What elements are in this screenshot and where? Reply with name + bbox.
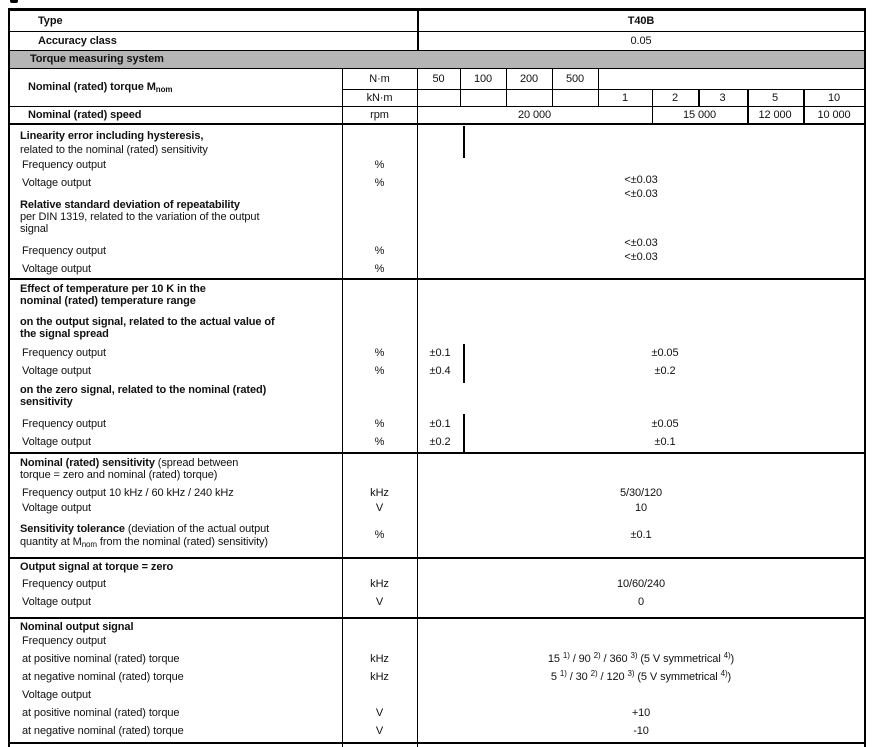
freq-output-label: Frequency output <box>22 578 107 590</box>
linearity-heading-2: related to the nominal (rated) sensitivity <box>20 144 208 156</box>
grid-line <box>8 50 866 51</box>
accuracy-label: Accuracy class <box>38 35 117 47</box>
section-title: Torque measuring system <box>30 53 164 65</box>
grid-line <box>8 278 866 280</box>
value-part: 15 <box>547 653 563 665</box>
torque-label-subscript: nom <box>155 85 173 94</box>
unit-khz: kHz <box>370 671 389 683</box>
torque-label <box>28 80 172 95</box>
torque-knm-1: 1 <box>621 92 629 104</box>
temperature-heading: Effect of temperature per 10 K in the <box>20 283 206 295</box>
footnote-ref-1: 1) <box>559 669 567 678</box>
sensitivity-heading-2: torque = zero and nominal (rated) torque) <box>20 469 218 481</box>
footnote-ref-2: 2) <box>590 669 598 678</box>
volt-output-label: Voltage output <box>22 436 91 448</box>
temp-output-signal-heading-2: the signal spread <box>20 328 109 340</box>
cut-text-fragment <box>10 0 18 3</box>
temp-zero-volt-rest-value: ±0.1 <box>654 436 676 448</box>
zero-volt-value: 0 <box>637 596 645 608</box>
zero-freq-value: 10/60/240 <box>616 578 666 590</box>
footnote-ref-3: 3) <box>627 669 635 678</box>
volt-output-label: Voltage output <box>22 365 91 377</box>
temp-output-signal-heading: on the output signal, related to the actual value of <box>20 316 275 328</box>
sensitivity-heading-reg: (spread between <box>154 457 239 469</box>
temp-zero-freq-rest-value: ±0.05 <box>651 418 679 430</box>
unit-percent: % <box>374 159 385 171</box>
temp-zero-volt-50nm-value: ±0.2 <box>429 436 451 448</box>
nominal-output-heading: Nominal output signal <box>20 621 134 633</box>
volt-output-group-label: Voltage output <box>22 689 91 701</box>
volt-output-label: Voltage output <box>22 596 91 608</box>
speed-10000: 10 000 <box>817 109 851 121</box>
unit-percent: % <box>374 245 385 257</box>
value-part: / 360 <box>600 653 631 665</box>
unit-percent: % <box>374 418 385 430</box>
freq-pos-value <box>417 652 865 667</box>
volt-output-label: Voltage output <box>22 502 91 514</box>
freq-output-label: Frequency output <box>22 347 107 359</box>
torque-knm-5: 5 <box>771 92 779 104</box>
temp-zero-signal-heading-2: sensitivity <box>20 396 73 408</box>
type-value: T40B <box>627 15 655 27</box>
repeatability-freq-value: <±0.03 <box>624 237 658 249</box>
tolerance-heading-2-post: from the nominal (rated) sensitivity) <box>96 536 268 548</box>
unit-percent: % <box>374 529 385 541</box>
freq-output-label: Frequency output <box>22 159 107 171</box>
repeatability-volt-value: <±0.03 <box>624 251 658 263</box>
torque-nm-500: 500 <box>565 73 585 85</box>
value-part: / 90 <box>569 653 594 665</box>
unit-knm: kN·m <box>366 92 393 104</box>
linearity-heading: Linearity error including hysteresis, <box>20 130 204 142</box>
torque-knm-2: 2 <box>671 92 679 104</box>
volt-output-label: Voltage output <box>22 177 91 189</box>
pos-torque-label: at positive nominal (rated) torque <box>22 653 180 665</box>
torque-label-text: Nominal (rated) torque M <box>28 81 156 93</box>
unit-volt: V <box>375 707 384 719</box>
sensitivity-volt-value: 10 <box>634 502 648 514</box>
torque-nm-50: 50 <box>432 73 445 85</box>
footnote-ref-4: 4) <box>720 669 728 678</box>
range-divider <box>463 126 465 158</box>
grid-line <box>8 617 866 619</box>
torque-nm-100: 100 <box>473 73 493 85</box>
sensitivity-freq-label: Frequency output 10 kHz / 60 kHz / 240 kHz <box>22 487 234 499</box>
footnote-ref-2: 2) <box>593 651 601 660</box>
torque-nm-200: 200 <box>519 73 539 85</box>
pos-torque-label: at positive nominal (rated) torque <box>22 707 180 719</box>
linearity-freq-value: <±0.03 <box>624 174 658 186</box>
temp-freq-50nm-value: ±0.1 <box>429 347 451 359</box>
value-part: (5 V symmetrical <box>637 653 724 665</box>
table-border-left <box>8 8 10 747</box>
freq-output-label: Frequency output <box>22 245 107 257</box>
temp-volt-50nm-value: ±0.4 <box>429 365 451 377</box>
unit-volt: V <box>375 725 384 737</box>
grid-line <box>8 68 866 69</box>
type-label: Type <box>38 15 63 27</box>
tolerance-value: ±0.1 <box>630 529 652 541</box>
grid-line <box>8 123 866 125</box>
value-part: (5 V symmetrical <box>634 671 721 683</box>
grid-line <box>8 557 866 559</box>
unit-volt: V <box>375 502 384 514</box>
unit-percent: % <box>374 436 385 448</box>
unit-percent: % <box>374 347 385 359</box>
temperature-heading-2: nominal (rated) temperature range <box>20 295 196 307</box>
mnom-subscript: nom <box>81 540 97 549</box>
unit-percent: % <box>374 263 385 275</box>
volt-output-label: Voltage output <box>22 263 91 275</box>
temp-zero-signal-heading: on the zero signal, related to the nominal (rated) <box>20 384 267 396</box>
neg-torque-label: at negative nominal (rated) torque <box>22 671 184 683</box>
grid-line <box>8 106 866 107</box>
freq-output-group-label: Frequency output <box>22 635 107 647</box>
speed-label: Nominal (rated) speed <box>28 109 142 121</box>
tolerance-heading-reg: (deviation of the actual output <box>124 523 270 535</box>
speed-20000: 20 000 <box>517 109 552 121</box>
grid-line <box>417 68 418 747</box>
neg-torque-label: at negative nominal (rated) torque <box>22 725 184 737</box>
unit-khz: kHz <box>370 487 389 499</box>
tolerance-heading-bold: Sensitivity tolerance <box>20 523 125 535</box>
freq-neg-value <box>417 670 865 685</box>
temp-volt-rest-value: ±0.2 <box>654 365 676 377</box>
volt-neg-value: -10 <box>633 725 649 737</box>
torque-knm-10: 10 <box>827 92 841 104</box>
temp-freq-rest-value: ±0.05 <box>651 347 679 359</box>
value-part: ) <box>730 653 735 665</box>
volt-pos-value: +10 <box>631 707 651 719</box>
unit-volt: V <box>375 596 384 608</box>
value-part: / 120 <box>597 671 628 683</box>
repeatability-heading: Relative standard deviation of repeatability <box>20 199 240 211</box>
value-part: 5 <box>550 671 560 683</box>
value-part: / 30 <box>566 671 591 683</box>
zero-output-heading: Output signal at torque = zero <box>20 561 174 573</box>
unit-nm: N·m <box>369 73 390 85</box>
grid-line <box>342 89 866 90</box>
footnote-ref-4: 4) <box>723 651 731 660</box>
sensitivity-freq-value: 5/30/120 <box>619 487 663 499</box>
accuracy-value: 0.05 <box>630 35 652 47</box>
grid-line <box>8 8 866 11</box>
unit-percent: % <box>374 365 385 377</box>
tolerance-heading-2-pre: quantity at M <box>20 536 82 548</box>
linearity-volt-value: <±0.03 <box>624 188 658 200</box>
torque-knm-3: 3 <box>719 92 726 104</box>
unit-rpm: rpm <box>370 109 389 121</box>
value-part: ) <box>727 671 732 683</box>
footnote-ref-1: 1) <box>562 651 570 660</box>
grid-line <box>8 31 866 32</box>
speed-12000: 12 000 <box>758 109 792 121</box>
spec-table <box>8 8 866 747</box>
speed-15000: 15 000 <box>682 109 717 121</box>
grid-line <box>8 452 866 454</box>
sensitivity-heading-bold: Nominal (rated) sensitivity <box>20 457 155 469</box>
unit-khz: kHz <box>370 578 389 590</box>
tolerance-heading <box>20 522 269 536</box>
unit-percent: % <box>374 177 385 189</box>
grid-line <box>8 742 866 744</box>
repeatability-heading-2: per DIN 1319, related to the variation of the output <box>20 211 260 223</box>
footnote-ref-3: 3) <box>630 651 638 660</box>
unit-khz: kHz <box>370 653 389 665</box>
temp-zero-freq-50nm-value: ±0.1 <box>429 418 451 430</box>
tolerance-heading-2 <box>20 535 268 550</box>
freq-output-label: Frequency output <box>22 418 107 430</box>
repeatability-heading-3: signal <box>20 223 49 235</box>
